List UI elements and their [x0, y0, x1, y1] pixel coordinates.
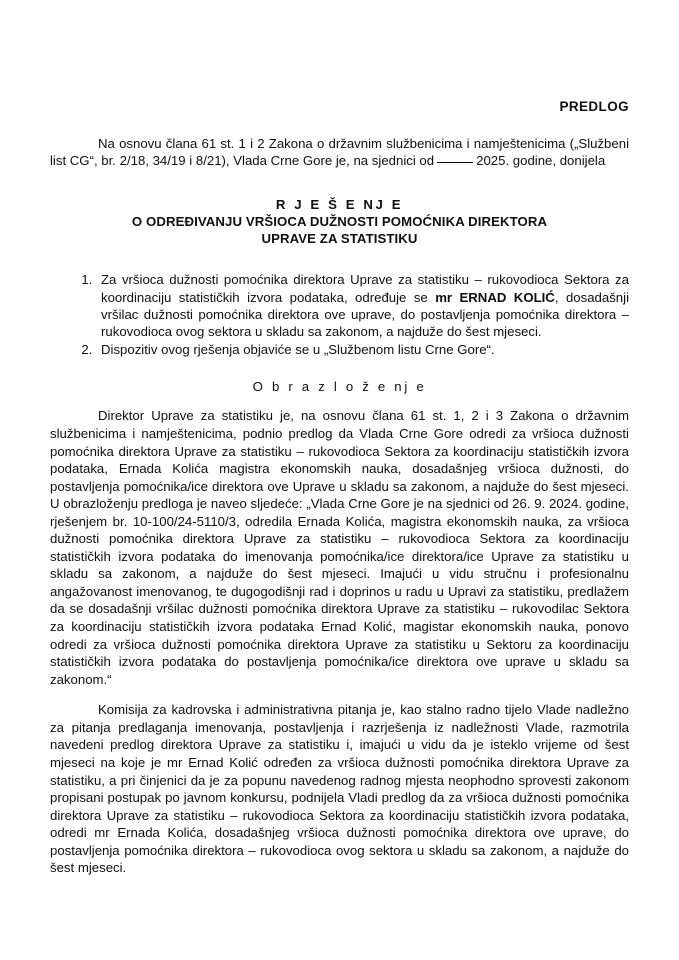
- clause-text-before-bold: Za vršioca dužnosti pomoćnika direktora Uprave za statistiku – rukovodioca Sektora za koordinaciju statističkih izvora podataka, određuje se: [101, 272, 629, 305]
- title-line-3: UPRAVE ZA STATISTIKU: [261, 231, 418, 246]
- intro-paragraph: [50, 135, 629, 170]
- document-label: PREDLOG: [559, 99, 629, 114]
- explanation-paragraph-2: Komisija za kadrovska i administrativna pitanja je, kao stalno radno tijelo Vlade nadležno za pitanja predlaganja imenovanja, postavljenja i razrješenja iz nadležnosti Vlade, razmotrila navedeni predlog direktora Uprave za statistiku i, imajući u vidu da je isteklo vrijeme od šest mjeseci na koje je mr Ernad Kolić određen za vršioca dužnosti pomoćnika direktora Uprave za statistiku, a pri činjenici da je za popunu navedenog radnog mjesta neophodno sprovesti zakonom propisani postupak po javnom konkursu, podnijela Vladi predlog da za vršioca dužnosti pomoćnika direktora Uprave za statistiku – rukovodioca Sektora za koordinaciju statističkih izvora podataka, odredi mr Ernada Kolića, dosadašnjeg vršioca dužnosti pomoćnika direktora ove uprave, do postavljenja pomoćnika direktora – rukovodioca ovog sektora u skladu sa zakonom, a najduže do šest mjeseci.: [50, 702, 629, 876]
- clause-bold-name: mr ERNAD KOLIĆ: [435, 289, 555, 305]
- explanation-heading: O b r a z l o ž e nj e: [252, 379, 427, 395]
- clause-text-before-bold: Dispozitiv ovog rješenja objaviće se u „Službenom listu Crne Gore“.: [101, 341, 495, 357]
- clause-item: [96, 341, 629, 358]
- title-line-2: O ODREĐIVANJU VRŠIOCA DUŽNOSTI POMOĆNIKA DIREKTORA: [131, 213, 548, 229]
- intro-text-before-blank: Na osnovu člana 61 st. 1 i 2 Zakona o državnim službenicima i namještenicima („Službeni list CG“, br. 2/18, 34/19 i 8/21), Vlada Crne Gore je, na sjednici od: [50, 135, 629, 169]
- clause-text-after-bold: , dosadašnji vršilac dužnosti pomoćnika direktora ove uprave, do postavljenja pomoćnika direktora – rukovodioca ovog sektora u skladu sa zakonom, a najduže do šest mjeseci.: [101, 289, 629, 340]
- document-title-block: [50, 196, 629, 247]
- intro-text-after-blank: 2025. godine, donijela: [476, 153, 606, 169]
- clause-item: [96, 271, 629, 341]
- explanation-paragraph-1: Direktor Uprave za statistiku je, na osnovu člana 61 st. 1, 2 i 3 Zakona o državnim službenicima i namještenicima, podnio predlog da Vlada Crne Gore odredi za vršioca dužnosti pomoćnika direktora Uprave za statistiku – rukovodioca Sektora za koordinaciju statističkih izvora podataka, Ernada Kolića magistra ekonomskih nauka, dosadašnjeg vršioca dužnosti, do postavljenja pomoćnika/ice direktora ove Uprave u skladu sa zakonom, a najduže do šest mjeseci. U obrazloženju predloga je naveo sljedeće: „Vlada Crne Gore je na sjednici od 26. 9. 2024. godine, rješenjem br. 10-100/24-5110/3, odredila Ernada Kolića, magistra ekonomskih nauka, za vršioca dužnosti pomoćnika direktora Uprave za statistiku – rukovodioca Sektora za koordinaciju statističkih izvora podataka do imenovanja pomoćnika/ice direktora/ice Uprave za statistiku u skladu sa zakonom, a najduže do šest mjeseci. Imajući u vidu stručnu i profesionalnu angažovanost imenovanog, te dugogodišnji rad i doprinos u radu u Upravi za statistiku, predlažem da se dosadašnji vršilac dužnosti pomoćnika direktora Uprave za statistiku – rukovodilac Sektora za koordinaciju statističkih izvora podataka Ernad Kolić, magistar ekonomskih nauka, ponovo odredi za vršioca dužnosti pomoćnika direktora Uprave za statistiku u Sektoru za koordinaciju statističkih izvora podataka do postavljenja pomoćnika/ice direktora ove uprave u skladu sa zakonom.“: [50, 408, 629, 687]
- title-line-1: R J E Š E NJ E: [275, 196, 404, 212]
- date-blank-field[interactable]: [437, 162, 473, 163]
- clause-list: [50, 271, 629, 358]
